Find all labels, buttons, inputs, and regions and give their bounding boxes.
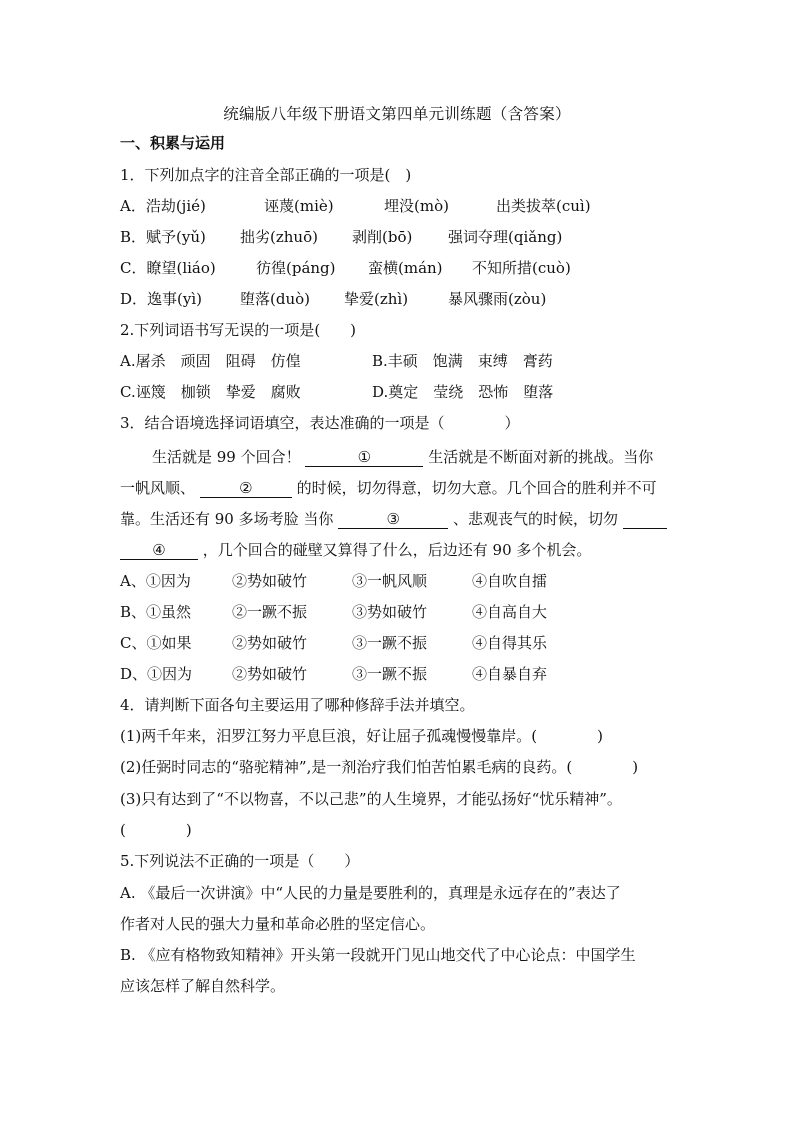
- q3-passage-text: 、悲观丧气的时候，切勿: [452, 510, 618, 528]
- q3-option-a-item: ③一帆风顺: [352, 572, 428, 590]
- q3-option-d-item: ③一蹶不振: [352, 665, 428, 683]
- q3-option-a-item: ④自吹自擂: [472, 572, 548, 590]
- q3-option-d-item: ②势如破竹: [232, 665, 308, 683]
- q1-option-b: B．赋予(yǔ): [120, 228, 206, 246]
- q3-option-d-item: ④自暴自弃: [472, 665, 548, 683]
- question-3-stem: 3．结合语境选择词语填空，表达准确的一项是（ ）: [120, 414, 520, 432]
- q3-option-c-item: ③一蹶不振: [352, 634, 428, 652]
- q3-passage-line-1: [152, 447, 653, 467]
- question-4-stem: 4．请判断下面各句主要运用了哪种修辞手法并填空。: [120, 696, 475, 714]
- q4-sentence-1: (1)两千年来，汨罗江努力平息巨浪，好让屈子孤魂慢慢靠岸。( ): [120, 727, 603, 745]
- question-1-stem: 1．下列加点字的注音全部正确的一项是( ): [120, 166, 412, 184]
- q1-option-b-item: 强词夺理(qiǎng): [448, 228, 563, 246]
- q4-sentence-3-answer: ( ): [120, 821, 192, 839]
- q2-option-a: A.屠杀 顽固 阻碍 仿偟: [120, 352, 301, 370]
- q5-option-b-line-2: 应该怎样了解自然科学。: [120, 977, 286, 995]
- q1-option-d: D．逸事(yì): [120, 290, 203, 308]
- q3-passage-text: 靠。生活还有 90 多场考脸 当你: [120, 510, 334, 528]
- q2-option-c: C.诬篾 枷锁 挚爱 腐败: [120, 383, 301, 401]
- q1-option-b-item: 剥削(bō): [352, 228, 413, 246]
- q3-passage-text: 一帆风顺、: [120, 479, 196, 497]
- q4-sentence-3: (3)只有达到了“不以物喜，不以己悲”的人生境界，才能弘扬好“忧乐精神”。: [120, 790, 622, 808]
- q5-option-a-line-2: 作者对人民的强大力量和革命必胜的坚定信心。: [120, 915, 436, 933]
- q2-option-d: D.奠定 莹绕 恐怖 堕落: [372, 383, 554, 401]
- q1-option-c: C．瞭望(liáo): [120, 259, 216, 277]
- q3-blank-4: ④: [120, 541, 198, 560]
- q3-option-c: C、①如果: [120, 634, 192, 652]
- question-5-stem: 5.下列说法不正确的一项是（ ）: [120, 852, 360, 870]
- q3-blank-2: ②: [200, 479, 292, 498]
- q3-option-a-item: ②势如破竹: [232, 572, 308, 590]
- q3-option-b-item: ③势如破竹: [352, 603, 428, 621]
- question-2-stem: 2.下列词语书写无误的一项是( ): [120, 321, 357, 339]
- q3-option-d: D、①因为: [120, 665, 193, 683]
- q3-option-a: A、①因为: [120, 572, 191, 590]
- q1-option-c-item: 彷徨(páng): [256, 259, 336, 277]
- q3-passage-text: 的时候，切勿得意，切勿大意。几个回合的胜利并不可: [296, 479, 657, 497]
- q3-option-b: B、①虽然: [120, 603, 192, 621]
- q3-blank-1: ①: [305, 448, 423, 467]
- q3-passage-text: 生活就是 99 个回合！: [152, 448, 301, 466]
- q1-option-d-item: 堕落(duò): [240, 290, 310, 308]
- q3-option-b-item: ④自高自大: [472, 603, 548, 621]
- section-heading: 一、积累与运用: [120, 134, 226, 152]
- q3-passage-text: ，几个回合的碰壁又算得了什么，后边还有 90 多个机会。: [202, 541, 592, 559]
- q1-option-b-item: 拙劣(zhuō): [240, 228, 318, 246]
- q5-option-b-line-1: B. 《应有格物致知精神》开头第一段就开门见山地交代了中心论点：中国学生: [120, 946, 636, 964]
- q3-option-c-item: ②势如破竹: [232, 634, 308, 652]
- q1-option-c-item: 不知所措(cuò): [472, 259, 571, 277]
- q1-option-a-item: 出类拔萃(cuì): [496, 197, 591, 215]
- q3-passage-line-3: [120, 509, 667, 529]
- q5-option-a-line-1: A. 《最后一次讲演》中“人民的力量是要胜利的，真理是永远存在的”表达了: [120, 884, 621, 902]
- q3-passage-line-2: [120, 478, 657, 498]
- q3-passage-text: 生活就是不断面对新的挑战。当你: [428, 448, 654, 466]
- q3-blank-3: ③: [338, 510, 448, 529]
- page-title: 统编版八年级下册语文第四单元训练题（含答案）: [223, 105, 571, 123]
- q2-option-b: B.丰硕 饱满 束缚 膏药: [372, 352, 553, 370]
- q1-option-a-item: 埋没(mò): [384, 197, 449, 215]
- q3-blank-4-start: [623, 510, 667, 529]
- q1-option-d-item: 挚爱(zhì): [344, 290, 409, 308]
- q3-passage-line-4: [120, 540, 591, 560]
- q4-sentence-2: (2)任弼时同志的“骆驼精神”,是一剂治疗我们怕苦怕累毛病的良药。( ): [120, 758, 639, 776]
- q1-option-a: A．浩劫(jié): [120, 197, 206, 215]
- q3-option-b-item: ②一蹶不振: [232, 603, 308, 621]
- q3-option-c-item: ④自得其乐: [472, 634, 548, 652]
- q1-option-a-item: 诬蔑(miè): [264, 197, 334, 215]
- q1-option-d-item: 暴风骤雨(zòu): [448, 290, 547, 308]
- q1-option-c-item: 蛮横(mán): [368, 259, 443, 277]
